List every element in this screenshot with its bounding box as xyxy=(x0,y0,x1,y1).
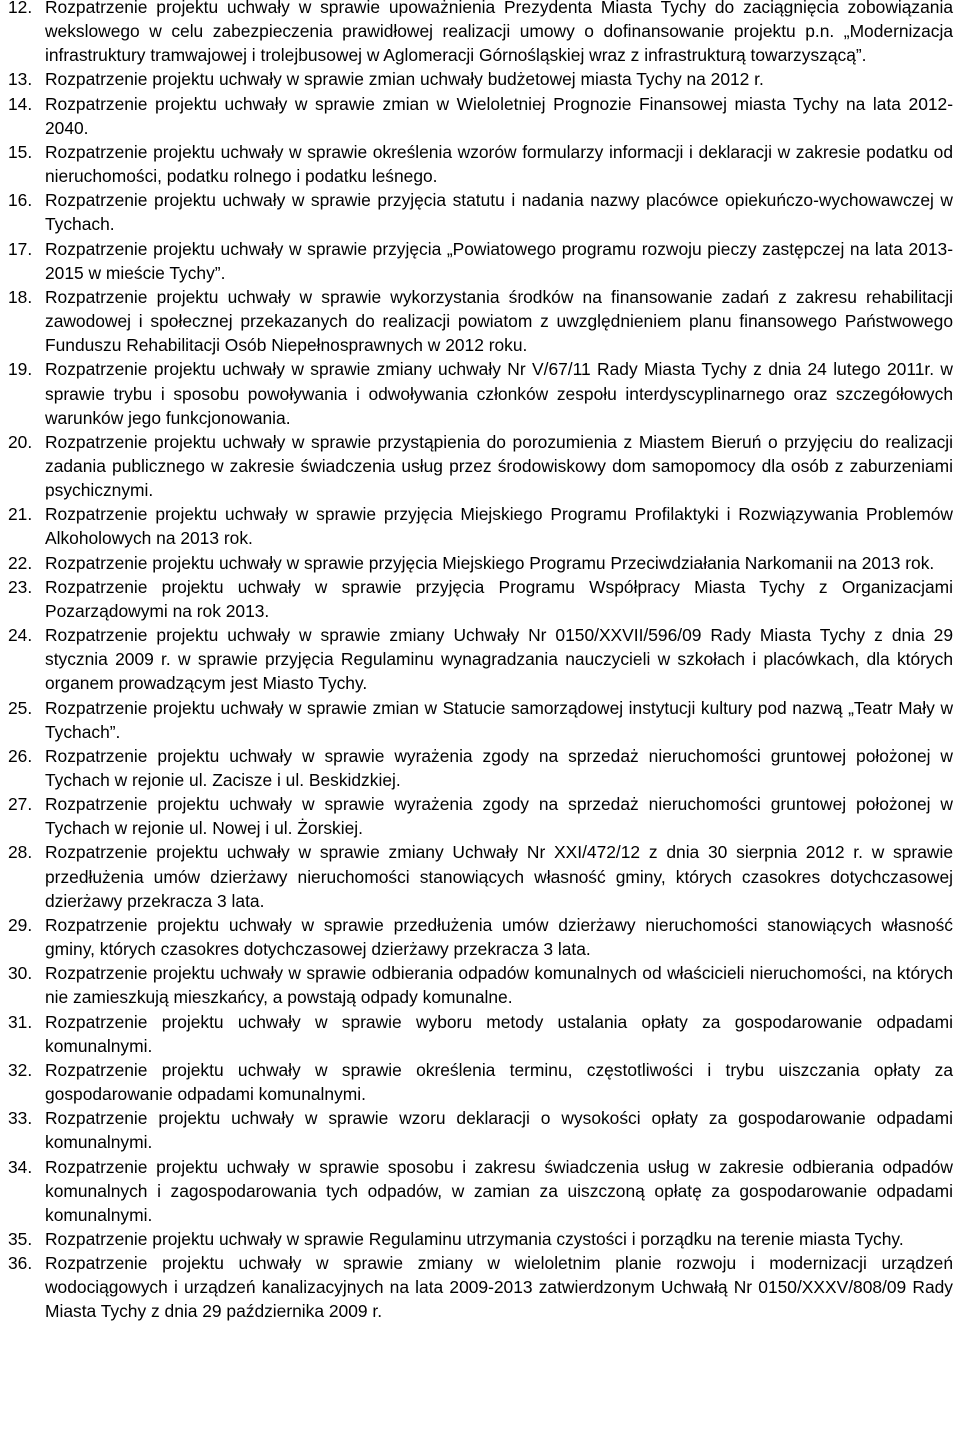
agenda-item xyxy=(8,1106,953,1154)
agenda-item-number: 30. xyxy=(8,963,33,984)
agenda-item-text: Rozpatrzenie projektu uchwały w sprawie zmian w Statucie samorządowej instytucji kultury pod nazwą „Teatr Mały w Tychach”. xyxy=(45,697,953,742)
agenda-item xyxy=(8,913,953,961)
agenda-item-number: 34. xyxy=(8,1156,33,1177)
agenda-item-number: 20. xyxy=(8,431,33,452)
agenda-item xyxy=(8,0,953,67)
agenda-item-text: Rozpatrzenie projektu uchwały w sprawie przyjęcia „Powiatowego programu rozwoju pieczy zastępczej na lata 2013-2015 w mieście Tychy”. xyxy=(45,238,953,283)
agenda-item-number: 29. xyxy=(8,914,33,935)
agenda-item-number: 25. xyxy=(8,697,33,718)
agenda-item-text: Rozpatrzenie projektu uchwały w sprawie przyjęcia statutu i nadania nazwy placówce opiekuńczo-wychowawczej w Tychach. xyxy=(45,190,953,235)
agenda-item-text: Rozpatrzenie projektu uchwały w sprawie sposobu i zakresu świadczenia usług w zakresie odbierania odpadów komunalnych i zagospodarowania tych odpadów, w zamian za uiszczoną opłatę za gospodarowanie odpadami komunalnymi. xyxy=(45,1156,953,1225)
agenda-item xyxy=(8,430,953,502)
agenda-item-text: Rozpatrzenie projektu uchwały w sprawie odbierania odpadów komunalnych od właścicieli nieruchomości, na których nie zamieszkują mieszkańcy, a powstają odpady komunalne. xyxy=(45,963,953,1008)
agenda-item xyxy=(8,1058,953,1106)
agenda-item-number: 15. xyxy=(8,141,33,162)
agenda-item xyxy=(8,696,953,744)
agenda-item xyxy=(8,67,953,91)
agenda-item xyxy=(8,1251,953,1323)
agenda-item-text: Rozpatrzenie projektu uchwały w sprawie określenia terminu, częstotliwości i trybu uiszczania opłaty za gospodarowanie odpadami komunalnymi. xyxy=(45,1059,953,1105)
agenda-item xyxy=(8,744,953,792)
agenda-list xyxy=(8,0,953,1324)
agenda-item-number: 27. xyxy=(8,794,33,815)
agenda-item-number: 32. xyxy=(8,1059,33,1080)
agenda-item xyxy=(8,1010,953,1058)
agenda-item-number: 26. xyxy=(8,745,33,766)
agenda-item-text: Rozpatrzenie projektu uchwały w sprawie przyjęcia Programu Współpracy Miasta Tychy z Organizacjami Pozarządowymi na rok 2013. xyxy=(45,576,953,621)
agenda-item-number: 28. xyxy=(8,842,33,863)
agenda-item-text: Rozpatrzenie projektu uchwały w sprawie wyrażenia zgody na sprzedaż nieruchomości gruntowej położonej w Tychach w rejonie ul. Zacisze i ul. Beskidzkiej. xyxy=(45,745,953,790)
agenda-item xyxy=(8,792,953,840)
agenda-item xyxy=(8,575,953,623)
agenda-item-number: 13. xyxy=(8,69,33,90)
agenda-item-text: Rozpatrzenie projektu uchwały w sprawie wyboru metody ustalania opłaty za gospodarowanie odpadami komunalnymi. xyxy=(45,1011,953,1056)
agenda-item-number: 33. xyxy=(8,1108,33,1129)
agenda-item-text: Rozpatrzenie projektu uchwały w sprawie zmiany Uchwały Nr XXI/472/12 z dnia 30 sierpnia 2012 r. w sprawie przedłużenia umów dzierżawy nieruchomości stanowiących własność gminy, których czasokres dotychczasowej dzierżawy przekracza 3 lata. xyxy=(45,842,953,911)
agenda-item xyxy=(8,92,953,140)
agenda-item xyxy=(8,140,953,188)
agenda-item-number: 12. xyxy=(8,0,33,17)
agenda-item xyxy=(8,1155,953,1227)
agenda-item-text: Rozpatrzenie projektu uchwały w sprawie upoważnienia Prezydenta Miasta Tychy do zaciągnięcia zobowiązania wekslowego w celu zabezpieczenia prawidłowej realizacji umowy o dofinansowanie projektu p.n. „Modernizacja infrastruktury tramwajowej i trolejbusowej w Aglomeracji Górnośląskiej wraz z infrastrukturą towarzyszącą”. xyxy=(45,0,953,66)
agenda-item xyxy=(8,237,953,285)
agenda-item-number: 36. xyxy=(8,1253,33,1274)
agenda-item-text: Rozpatrzenie projektu uchwały w sprawie przyjęcia Miejskiego Programu Przeciwdziałania Narkomanii na 2013 rok. xyxy=(45,552,935,573)
agenda-item xyxy=(8,502,953,550)
agenda-item-number: 21. xyxy=(8,504,33,525)
agenda-item-text: Rozpatrzenie projektu uchwały w sprawie wyrażenia zgody na sprzedaż nieruchomości gruntowej położonej w Tychach w rejonie ul. Nowej i ul. Żorskiej. xyxy=(45,794,953,839)
agenda-item xyxy=(8,961,953,1009)
agenda-item-text: Rozpatrzenie projektu uchwały w sprawie zmiany uchwały Nr V/67/11 Rady Miasta Tychy z dnia 24 lutego 2011r. w sprawie trybu i sposobu powoływania i odwoływania członków zespołu interdyscyplinarnego oraz szczegółowych warunków jego funkcjonowania. xyxy=(45,359,953,428)
agenda-item xyxy=(8,551,953,575)
agenda-item xyxy=(8,357,953,429)
agenda-item-text: Rozpatrzenie projektu uchwały w sprawie przystąpienia do porozumienia z Miastem Bieruń o przyjęciu do realizacji zadania publicznego w zakresie świadczenia usług przez środowiskowy dom samopomocy dla osób z zaburzeniami psychicznymi. xyxy=(45,431,953,501)
agenda-item-text: Rozpatrzenie projektu uchwały w sprawie zmian uchwały budżetowej miasta Tychy na 2012 r. xyxy=(45,69,764,90)
agenda-item-number: 14. xyxy=(8,93,33,114)
agenda-item-text: Rozpatrzenie projektu uchwały w sprawie określenia wzorów formularzy informacji i deklaracji w zakresie podatku od nieruchomości, podatku rolnego i podatku leśnego. xyxy=(45,141,953,187)
agenda-item xyxy=(8,285,953,357)
agenda-item-number: 19. xyxy=(8,359,33,380)
agenda-item-text: Rozpatrzenie projektu uchwały w sprawie wykorzystania środków na finansowanie zadań z zakresu rehabilitacji zawodowej i społecznej przekazanych do realizacji powiatom z uwzględnieniem planu finansowego Państwowego Funduszu Rehabilitacji Osób Niepełnosprawnych w 2012 roku. xyxy=(45,286,953,356)
agenda-item-number: 16. xyxy=(8,190,33,211)
agenda-item-text: Rozpatrzenie projektu uchwały w sprawie zmiany Uchwały Nr 0150/XXVII/596/09 Rady Miasta Tychy z dnia 29 stycznia 2009 r. w sprawie przyjęcia Regulaminu wynagradzania nauczycieli w szkołach i placówkach, dla których organem prowadzącym jest Miasto Tychy. xyxy=(45,625,953,694)
agenda-item-number: 18. xyxy=(8,286,33,307)
agenda-item-text: Rozpatrzenie projektu uchwały w sprawie Regulaminu utrzymania czystości i porządku na terenie miasta Tychy. xyxy=(45,1228,904,1249)
agenda-item xyxy=(8,840,953,912)
agenda-item-text: Rozpatrzenie projektu uchwały w sprawie przedłużenia umów dzierżawy nieruchomości stanowiących własność gminy, których czasokres dotychczasowej dzierżawy przekracza 3 lata. xyxy=(45,914,953,960)
agenda-item-text: Rozpatrzenie projektu uchwały w sprawie wzoru deklaracji o wysokości opłaty za gospodarowanie odpadami komunalnymi. xyxy=(45,1108,953,1153)
agenda-item xyxy=(8,188,953,236)
agenda-item-number: 31. xyxy=(8,1011,33,1032)
agenda-item-text: Rozpatrzenie projektu uchwały w sprawie zmiany w wieloletnim planie rozwoju i modernizacji urządzeń wodociągowych i urządzeń kanalizacyjnych na lata 2009-2013 zatwierdzonym Uchwałą Nr 0150/XXXV/808/09 Rady Miasta Tychy z dnia 29 października 2009 r. xyxy=(45,1253,953,1322)
agenda-item-number: 22. xyxy=(8,552,33,573)
agenda-item-number: 17. xyxy=(8,238,33,259)
agenda-item xyxy=(8,1227,953,1251)
agenda-item-number: 35. xyxy=(8,1228,33,1249)
agenda-item-number: 24. xyxy=(8,625,33,646)
agenda-item xyxy=(8,623,953,695)
agenda-item-text: Rozpatrzenie projektu uchwały w sprawie przyjęcia Miejskiego Programu Profilaktyki i Rozwiązywania Problemów Alkoholowych na 2013 rok. xyxy=(45,504,953,549)
agenda-item-text: Rozpatrzenie projektu uchwały w sprawie zmian w Wieloletniej Prognozie Finansowej miasta Tychy na lata 2012-2040. xyxy=(45,93,953,138)
agenda-item-number: 23. xyxy=(8,576,33,597)
